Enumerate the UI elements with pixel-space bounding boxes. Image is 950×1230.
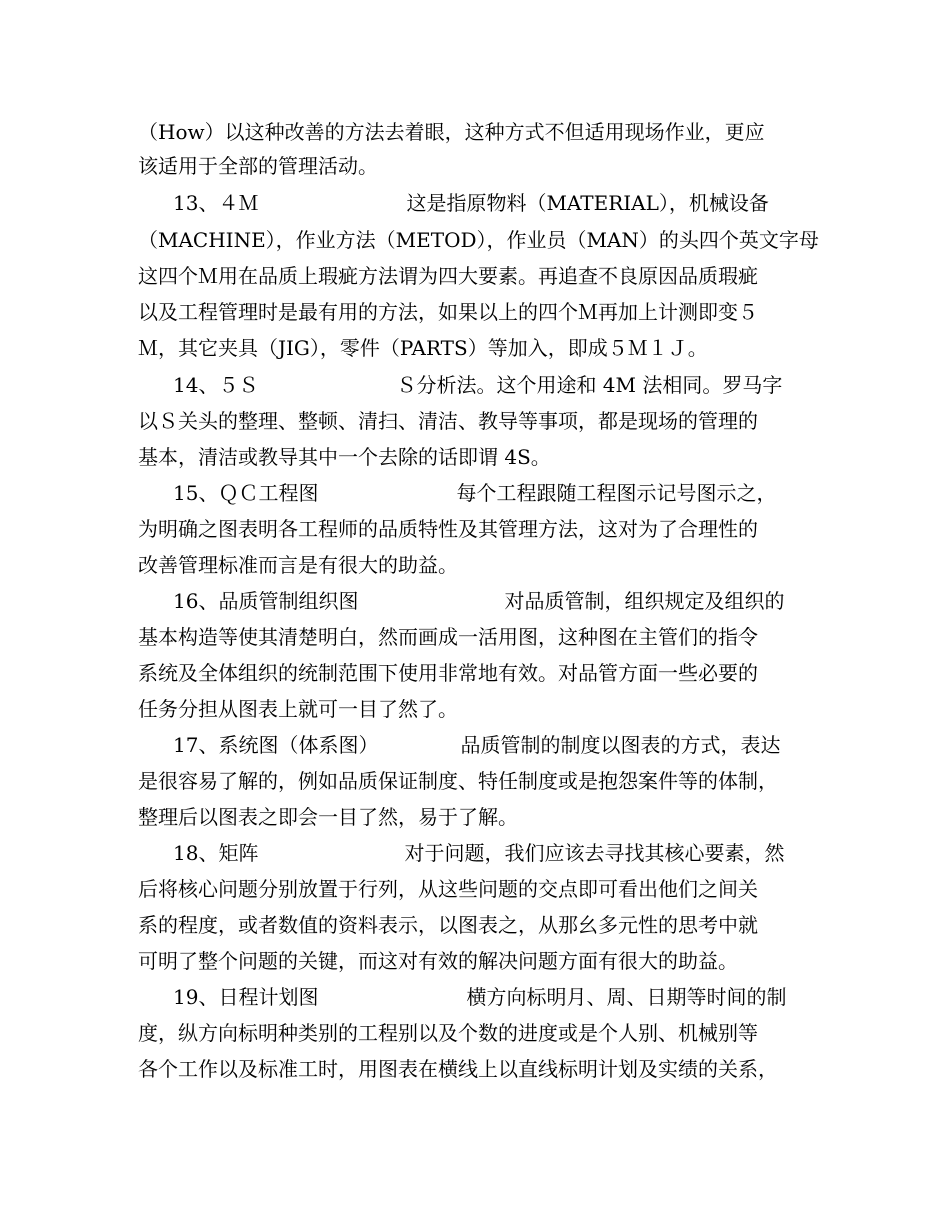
- item-15-heading: 15、ＱＣ工程图: [173, 481, 319, 505]
- paragraph-line: 后将核心问题分别放置于行列，从这些问题的交点即可看出他们之间关: [138, 877, 758, 901]
- item-15-first-line: [173, 481, 776, 505]
- item-16-heading: 16、品质管制组织图: [173, 589, 359, 613]
- item-18-heading: 18、矩阵: [173, 841, 259, 865]
- paragraph-line: 各个工作以及标准工时，用图表在横线上以直线标明计划及实绩的关系，: [138, 1057, 778, 1081]
- item-16-description: 对品质管制，组织规定及组织的: [504, 589, 785, 613]
- paragraph-line: 这四个Ｍ用在品质上瑕疵方法谓为四大要素。再追查不良原因品质瑕疵: [138, 264, 758, 288]
- paragraph-line: 是很容易了解的，例如品质保证制度、特任制度或是抱怨案件等的体制，: [138, 769, 778, 793]
- item-13-description: 这是指原物料（MATERIAL），机械设备: [406, 191, 769, 215]
- paragraph-line: 系的程度，或者数值的资料表示，以图表之，从那幺多元性的思考中就: [138, 913, 758, 937]
- paragraph-line: 以及工程管理时是最有用的方法，如果以上的四个Ｍ再加上计测即变５: [138, 300, 758, 324]
- item-14-description: Ｓ分析法。这个用途和 4M 法相同。罗马字: [396, 373, 783, 397]
- paragraph-line: （MACHINE），作业方法（METOD），作业员（MAN）的头四个英文字母: [138, 228, 819, 252]
- item-14-first-line: [173, 373, 782, 397]
- item-13-heading: 13、４Ｍ: [173, 191, 259, 215]
- paragraph-line: 基本，清洁或教导其中一个去除的话即谓 4S。: [138, 445, 551, 469]
- item-19-first-line: [173, 985, 786, 1009]
- item-18-first-line: [173, 841, 784, 865]
- item-14-heading: 14、５Ｓ: [173, 373, 259, 397]
- paragraph-line: 为明确之图表明各工程师的品质特性及其管理方法，这对为了合理性的: [138, 517, 758, 541]
- paragraph-line: 可明了整个问题的关键，而这对有效的解决问题方面有很大的助益。: [138, 949, 738, 973]
- paragraph-line: （How）以这种改善的方法去着眼，这种方式不但适用现场作业，更应: [138, 120, 765, 144]
- paragraph-line: 改善管理标准而言是有很大的助益。: [138, 553, 458, 577]
- item-17-description: 品质管制的制度以图表的方式，表达: [460, 733, 781, 757]
- item-19-heading: 19、日程计划图: [173, 985, 319, 1009]
- paragraph-line: 基本构造等使其清楚明白，然而画成一活用图，这种图在主管们的指令: [138, 625, 758, 649]
- paragraph-line: 系统及全体组织的统制范围下使用非常地有效。对品管方面一些必要的: [138, 661, 758, 685]
- item-17-heading: 17、系统图（体系图）: [173, 733, 379, 757]
- paragraph-line: 任务分担从图表上就可一目了然了。: [138, 697, 458, 721]
- paragraph-line: 整理后以图表之即会一目了然，易于了解。: [138, 805, 518, 829]
- item-18-description: 对于问题，我们应该去寻找其核心要素，然: [404, 841, 785, 865]
- paragraph-line: 该适用于全部的管理活动。: [138, 154, 378, 178]
- paragraph-line: 度，纵方向标明种类别的工程别以及个数的进度或是个人别、机械别等: [138, 1021, 758, 1045]
- item-17-first-line: [173, 733, 780, 757]
- item-19-description: 横方向标明月、周、日期等时间的制: [466, 985, 787, 1009]
- item-13-first-line: [173, 191, 769, 215]
- paragraph-line: Ｍ，其它夹具（JIG），零件（PARTS）等加入，即成５Ｍ１Ｊ。: [138, 336, 708, 360]
- item-16-first-line: [173, 589, 784, 613]
- paragraph-line: 以Ｓ关头的整理、整顿、清扫、清洁、教导等事项，都是现场的管理的: [138, 409, 758, 433]
- item-15-description: 每个工程跟随工程图示记号图示之，: [456, 481, 777, 505]
